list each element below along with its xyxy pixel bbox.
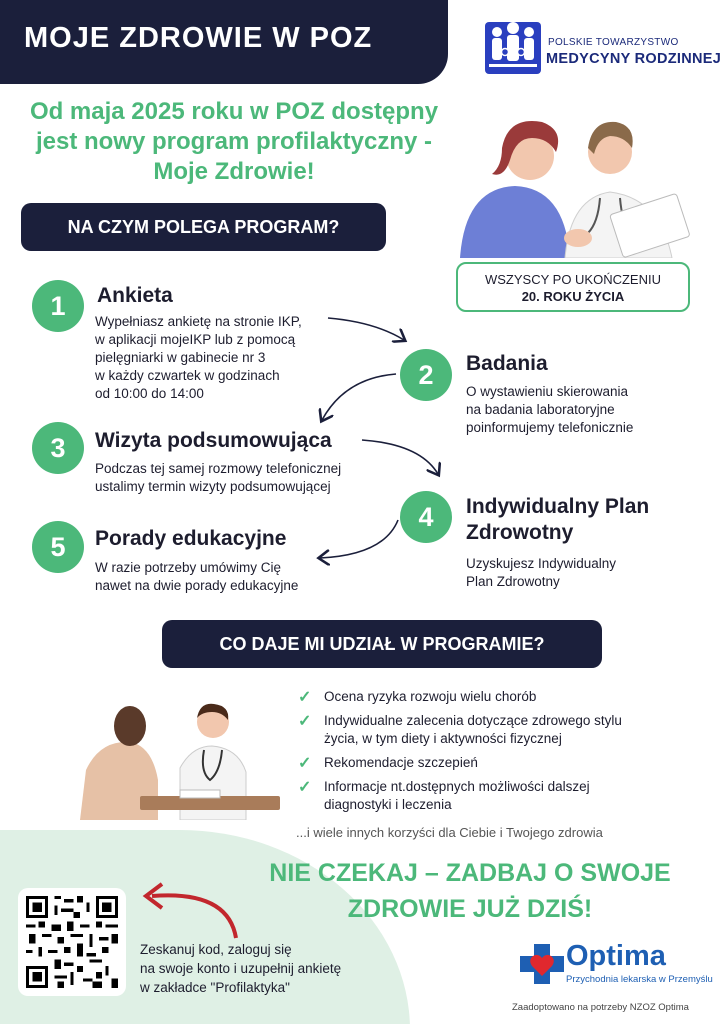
list-item: ✓ Informacje nt.dostępnych możliwości dalszej diagnostyki i leczenia (298, 779, 590, 812)
step-5-description: W razie potrzeby umówimy Cię nawet na dwie porady edukacyjne (95, 560, 299, 593)
call-to-action: NIE CZEKAJ – ZADBAJ O SWOJE ZDROWIE JUŻ DZIŚ! (269, 859, 671, 923)
target-group-line1: WSZYSCY PO UKOŃCZENIU (484, 272, 661, 287)
qr-code-icon[interactable] (26, 896, 118, 988)
step-3-description: Podczas tej samej rozmowy telefonicznej ustalimy termin wizyty podsumowującej (95, 461, 342, 494)
step-2-description: O wystawieniu skierowania na badania laboratoryjne poinformujemy telefonicznie (466, 384, 634, 435)
footer-note: Zaadoptowano na potrzeby NZOZ Optima (512, 1002, 689, 1013)
step-4-description: Uzyskujesz Indywidualny Plan Zdrowotny (466, 556, 617, 589)
ptmr-name-line1: POLSKIE TOWARZYSTWO (548, 37, 679, 48)
curved-arrow-icon (136, 876, 246, 946)
list-item: ✓ Indywidualne zalecenia dotyczące zdrowego stylu życia, w tym diety i aktywności fizycznej (298, 713, 622, 746)
optima-heart-icon (520, 944, 564, 984)
intro-headline: Od maja 2025 roku w POZ dostępny jest nowy program profilaktyczny - Moje Zdrowie! (29, 98, 439, 185)
step-5-title: Porady edukacyjne (95, 527, 287, 550)
doctor-consultation-illustration (80, 700, 280, 820)
step-2-number: 2 (400, 349, 452, 401)
optima-brand-name: Optima (566, 940, 666, 972)
qr-code-card[interactable] (18, 888, 126, 996)
step-5-number: 5 (32, 521, 84, 573)
list-item: ✓ Rekomendacje szczepień (298, 755, 478, 772)
check-icon: ✓ (298, 689, 312, 706)
step-1-number: 1 (32, 280, 84, 332)
step-1-title: Ankieta (97, 284, 173, 307)
step-3-number: 3 (32, 422, 84, 474)
target-group-box (456, 262, 690, 312)
check-icon: ✓ (298, 755, 312, 772)
optima-subtitle: Przychodnia lekarska w Przemyślu (566, 974, 713, 985)
benefits-list (298, 688, 718, 820)
section-benefits-title: CO DAJE MI UDZIAŁ W PROGRAMIE? (162, 620, 602, 668)
step-2-title: Badania (466, 352, 548, 375)
target-group-line2: 20. ROKU ŻYCIA (521, 289, 625, 304)
list-item: ✓ Ocena ryzyka rozwoju wielu chorób (298, 689, 537, 706)
nurse-patient-illustration (460, 108, 690, 258)
section-how-it-works-title: NA CZYM POLEGA PROGRAM? (21, 203, 386, 251)
ptmr-name-line2: MEDYCYNY RODZINNEJ (546, 51, 722, 67)
page-title: MOJE ZDROWIE W POZ (24, 22, 373, 54)
step-1-description: Wypełniasz ankietę na stronie IKP, w aplikacji mojeIKP lub z pomocą pielęgniarki w gabinecie nr 3 w każdy czwartek w godzinach od 10:00 do 14:00 (95, 314, 302, 401)
family-logo-icon (483, 16, 543, 76)
check-icon: ✓ (298, 713, 312, 730)
step-4-number: 4 (400, 491, 452, 543)
check-icon: ✓ (298, 779, 312, 796)
more-benefits-note: ...i wiele innych korzyści dla Ciebie i Twojego zdrowia (296, 825, 603, 840)
qr-instructions: Zeskanuj kod, zaloguj się na swoje konto i uzupełnij ankietę w zakładce "Profilaktyka" (140, 942, 342, 995)
step-4-title: Indywidualny Plan Zdrowotny (466, 495, 650, 544)
step-3-title: Wizyta podsumowująca (95, 429, 332, 452)
